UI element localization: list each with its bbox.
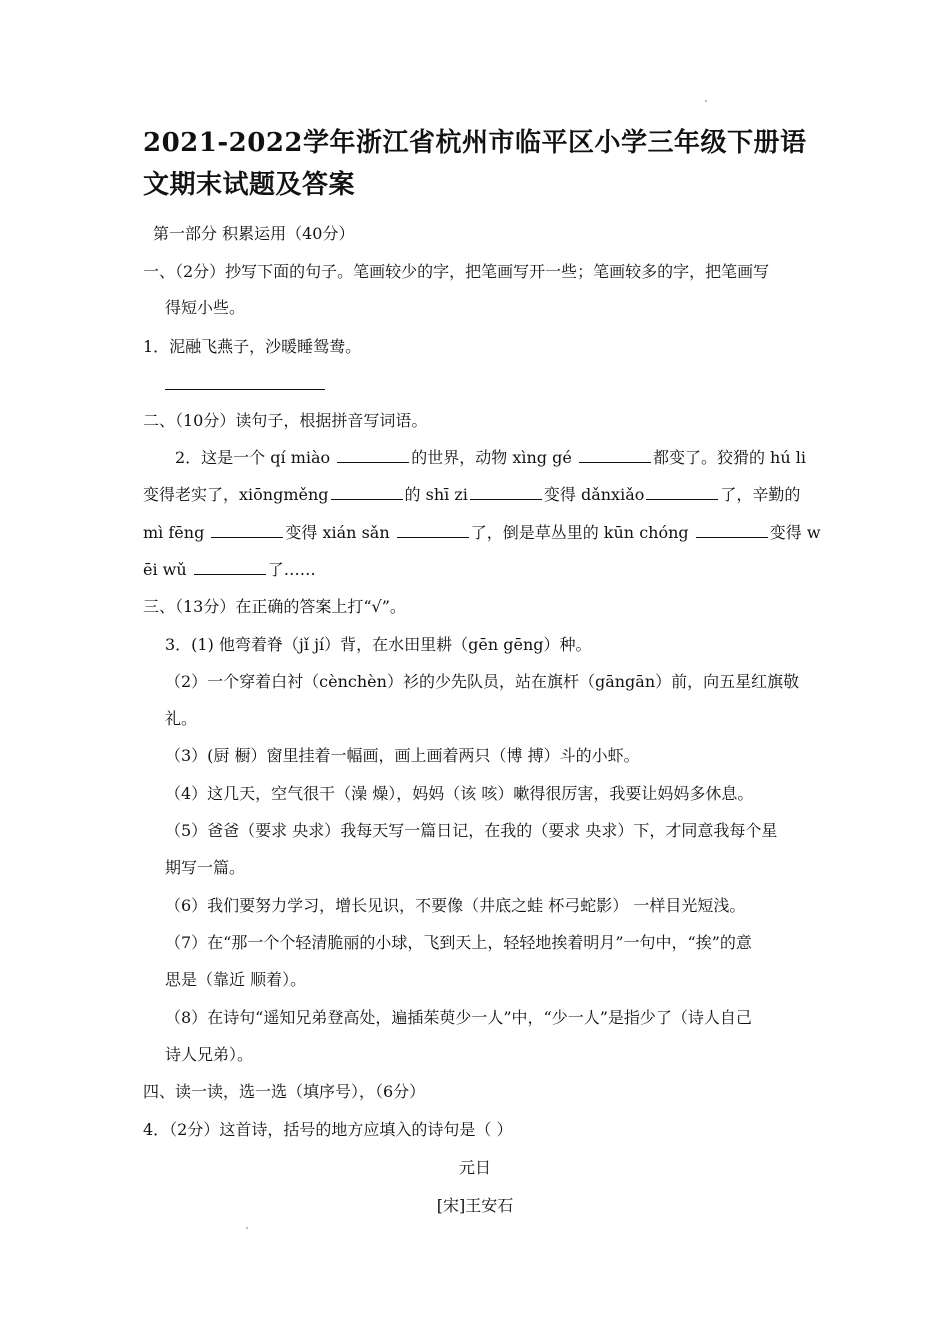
q2-text: 了，倒是草丛里的 kūn chóng [470, 523, 694, 542]
answer-blank[interactable] [165, 389, 325, 390]
q2-line-4 [143, 559, 316, 581]
q4-heading: 四、读一读，选一选（填序号），（6分） [143, 1082, 426, 1101]
q2-text: 了…… [267, 560, 316, 579]
q2-text: 变得老实了，xiōngměng [143, 485, 329, 504]
q2-heading: 二、（10分）读句子，根据拼音写词语。 [143, 411, 428, 430]
q3-item-2-cont: 礼。 [165, 709, 198, 728]
q2-text: 了，辛勤的 [720, 485, 801, 504]
q3-item-2: （2）一个穿着白衬（cènchèn）衫的少先队员，站在旗杆（gāngān）前，向五星红旗敬 [165, 672, 800, 691]
q2-line-3 [143, 522, 821, 544]
answer-blank[interactable] [397, 523, 469, 538]
q2-text: 变得 xián sǎn [285, 523, 395, 542]
answer-blank[interactable] [696, 523, 768, 538]
document-title: 2021-2022学年浙江省杭州市临平区小学三年级下册语文期末试题及答案 [143, 128, 807, 200]
scan-speck [246, 1227, 248, 1229]
q3-item-7: （7）在“那一个个轻清脆丽的小球，飞到天上，轻轻地挨着明月”一句中，“挨”的意 [165, 933, 752, 952]
q3-item-7-cont: 思是（靠近 顺着）。 [165, 970, 307, 989]
q3-item-8: （8）在诗句“遥知兄弟登高处，遍插茱萸少一人”中，“少一人”是指少了（诗人自己 [165, 1008, 752, 1027]
q2-text: 变得 w [769, 523, 821, 542]
part-heading: 第一部分 积累运用（40分） [153, 224, 355, 243]
q2-text: ēi wǔ [143, 560, 192, 579]
poem-title: 元日 [458, 1158, 491, 1177]
q3-item-5-cont: 期写一篇。 [165, 858, 246, 877]
q2-text: 变得 dǎnxiǎo [543, 485, 645, 504]
q3-item-1: 3．(1) 他弯着脊（jǐ jí）背，在水田里耕（gēn gēng）种。 [165, 635, 592, 654]
answer-blank[interactable] [470, 485, 542, 500]
q3-item-4: （4）这几天，空气很干（澡 燥），妈妈（该 咳）嗽得很厉害，我要让妈妈多休息。 [165, 784, 754, 803]
q2-text: 的世界，动物 xìng gé [411, 448, 577, 467]
answer-blank[interactable] [579, 448, 651, 463]
q3-item-6: （6）我们要努力学习，增长见识，不要像（井底之蛙 杯弓蛇影） 一样目光短浅。 [165, 896, 746, 915]
q1-sentence: 1．泥融飞燕子，沙暖睡鸳鸯。 [143, 337, 362, 356]
q2-text: 的 shī zi [404, 485, 468, 504]
q2-line-1 [175, 447, 806, 469]
answer-blank[interactable] [646, 485, 718, 500]
q2-text: 都变了。狡猾的 hú li [652, 448, 806, 467]
q3-item-5: （5）爸爸（要求 央求）我每天写一篇日记，在我的（要求 央求）下，才同意我每个星 [165, 821, 778, 840]
q2-text: mì fēng [143, 523, 210, 542]
q1-heading-cont: 得短小些。 [165, 298, 246, 317]
poem-author: [宋]王安石 [436, 1196, 514, 1215]
q2-line-2 [143, 484, 800, 506]
answer-blank[interactable] [337, 448, 409, 463]
answer-blank[interactable] [331, 485, 403, 500]
q3-item-8-cont: 诗人兄弟）。 [165, 1045, 254, 1064]
answer-blank[interactable] [211, 523, 283, 538]
q3-heading: 三、（13分）在正确的答案上打“√”。 [143, 597, 406, 616]
q1-heading: 一、（2分）抄写下面的句子。笔画较少的字，把笔画写开一些；笔画较多的字，把笔画写 [143, 262, 770, 281]
answer-blank[interactable] [194, 560, 266, 575]
q3-item-3: （3）(厨 橱）窗里挂着一幅画，画上画着两只（博 搏）斗的小虾。 [165, 746, 640, 765]
q4-item: 4．（2分）这首诗，括号的地方应填入的诗句是（ ） [143, 1120, 513, 1139]
scan-speck [705, 100, 707, 102]
q2-text: 2．这是一个 qí miào [175, 448, 336, 467]
